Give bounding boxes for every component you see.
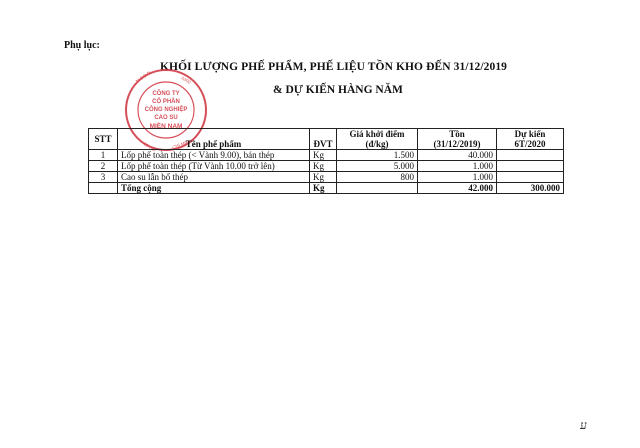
row-stock: 1.000 xyxy=(418,172,497,183)
header-stock-line2: (31/12/2019) xyxy=(433,139,481,149)
header-expected-line2: 6T/2020 xyxy=(514,139,546,149)
svg-text:CHÍ MINH: CHÍ MINH xyxy=(171,138,193,150)
document-title-line1: KHỐI LƯỢNG PHẾ PHẨM, PHẾ LIỆU TỒN KHO ĐẾN 31/12/2019 xyxy=(160,61,508,73)
total-expected: 300.000 xyxy=(497,183,564,194)
row-price: 5.000 xyxy=(337,161,418,172)
row-expected xyxy=(497,161,564,172)
table-row xyxy=(89,150,564,161)
row-stt: 3 xyxy=(89,172,118,183)
svg-text:CỔ PHẦN: CỔ PHẦN xyxy=(152,99,180,105)
handwritten-mark: ע xyxy=(580,418,587,432)
svg-text:CÔNG TY: CÔNG TY xyxy=(152,91,180,97)
svg-text:M.S.D.N: M.S.D.N xyxy=(134,69,152,84)
table-row xyxy=(89,161,564,172)
document-title-line2: & DỰ KIẾN HÀNG NĂM xyxy=(273,84,403,96)
svg-text:0300: 0300 xyxy=(180,75,192,85)
table-header-row xyxy=(89,129,564,150)
row-name: Lốp phế toàn thép (< Vành 9.00), bán thép xyxy=(118,150,310,161)
appendix-label: Phụ lục: xyxy=(64,40,100,51)
total-price xyxy=(337,183,418,194)
row-expected xyxy=(497,172,564,183)
header-stock xyxy=(418,129,497,150)
header-price-line2: (đ/kg) xyxy=(365,139,389,149)
header-price xyxy=(337,129,418,150)
header-expected xyxy=(497,129,564,150)
row-price: 800 xyxy=(337,172,418,183)
svg-text:MIỀN NAM: MIỀN NAM xyxy=(149,123,183,130)
row-unit: Kg xyxy=(310,150,337,161)
row-stock: 1.000 xyxy=(418,161,497,172)
row-unit: Kg xyxy=(310,172,337,183)
row-price: 1.500 xyxy=(337,150,418,161)
header-price-line1: Giá khởi điểm xyxy=(349,129,405,139)
row-stt: 2 xyxy=(89,161,118,172)
row-unit: Kg xyxy=(310,161,337,172)
row-expected xyxy=(497,150,564,161)
total-unit: Kg xyxy=(310,183,337,194)
svg-text:TP HỒ: TP HỒ xyxy=(142,141,157,153)
header-stock-line1: Tồn xyxy=(449,129,465,139)
svg-text:CÔNG NGHIỆP: CÔNG NGHIỆP xyxy=(144,107,188,113)
header-stt: STT xyxy=(89,129,118,150)
table-total-row xyxy=(89,183,564,194)
row-stt: 1 xyxy=(89,150,118,161)
row-name: Lốp phế toàn thép (Từ Vành 10.00 trở lên) xyxy=(118,161,310,172)
svg-text:CAO SU: CAO SU xyxy=(154,115,178,121)
header-name: Tên phế phẩm xyxy=(118,129,310,150)
header-expected-line1: Dự kiến xyxy=(514,129,546,139)
total-label: Tổng cộng xyxy=(118,183,310,194)
header-unit: ĐVT xyxy=(310,129,337,150)
row-name: Cao su lẫn bố thép xyxy=(118,172,310,183)
row-stock: 40.000 xyxy=(418,150,497,161)
total-stt xyxy=(89,183,118,194)
table-row xyxy=(89,172,564,183)
scrap-inventory-table xyxy=(88,128,564,194)
total-stock: 42.000 xyxy=(418,183,497,194)
